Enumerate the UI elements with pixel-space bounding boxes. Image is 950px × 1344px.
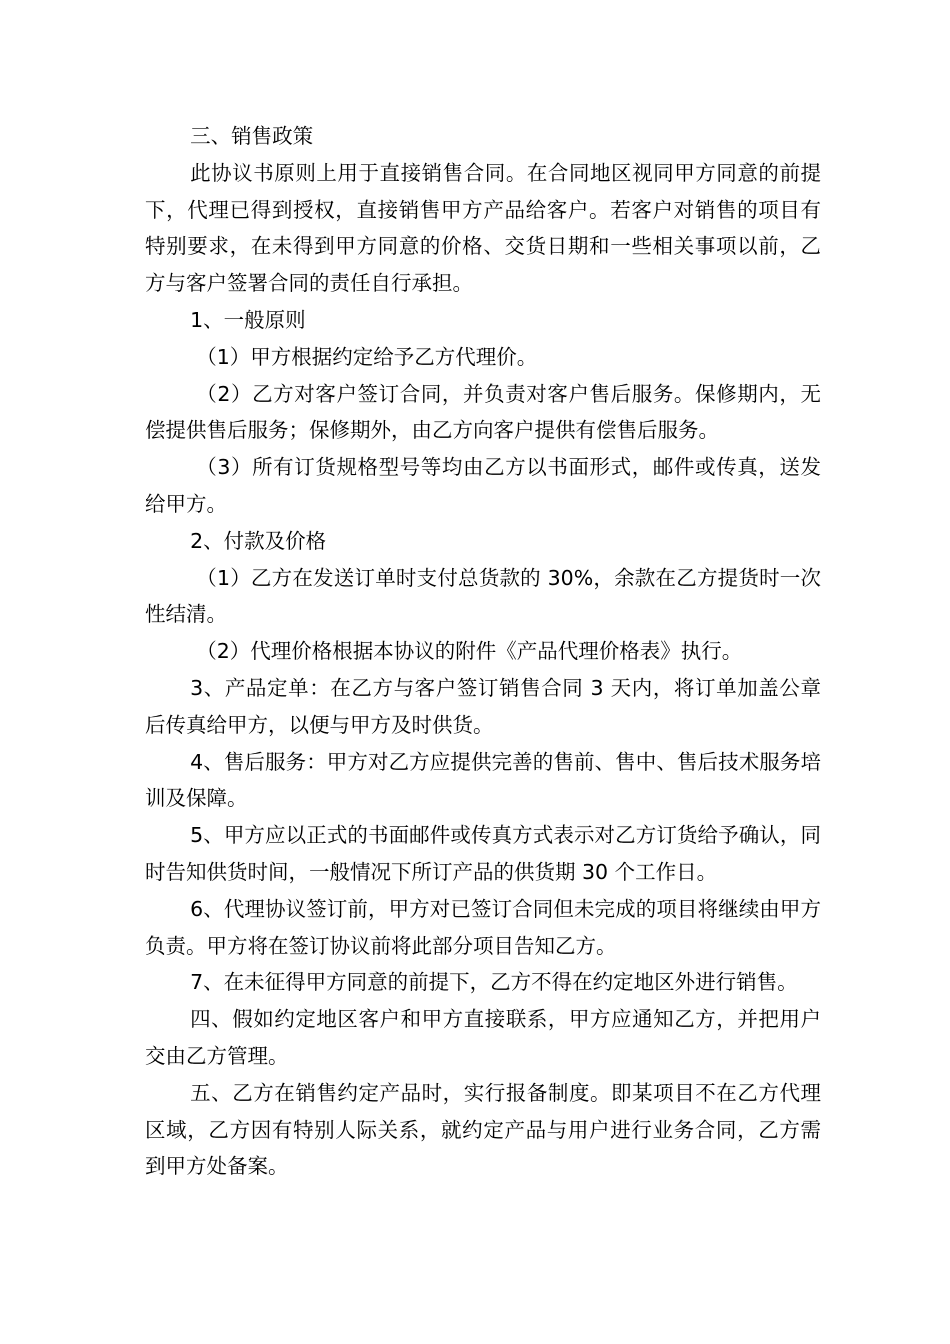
paragraph-intro: 此协议书原则上用于直接销售合同。在合同地区视同甲方同意的前提下，代理已得到授权，直接销售甲方产品给客户。若客户对销售的项目有特别要求，在未得到甲方同意的价格、交货日期和一些相关事项以前，乙方与客户签署合同的责任自行承担。 — [145, 160, 821, 296]
clause-1-3: （3）所有订货规格型号等均由乙方以书面形式，邮件或传真，送发给甲方。 — [145, 455, 821, 516]
clause-2-2: （2）代理价格根据本协议的附件《产品代理价格表》执行。 — [196, 639, 743, 664]
document-body — [145, 118, 821, 1185]
clause-7-territory: 7、在未征得甲方同意的前提下，乙方不得在约定地区外进行销售。 — [190, 970, 798, 995]
section-five: 五、乙方在销售约定产品时，实行报备制度。即某项目不在乙方代理区域，乙方因有特别人际关系，就约定产品与用户进行业务合同，乙方需到甲方处备案。 — [145, 1080, 821, 1179]
clause-5-confirmation: 5、甲方应以正式的书面邮件或传真方式表示对乙方订货给予确认，同时告知供货时间，一般情况下所订产品的供货期 30 个工作日。 — [145, 823, 821, 884]
clause-6-prior-contracts: 6、代理协议签订前，甲方对已签订合同但未完成的项目将继续由甲方负责。甲方将在签订协议前将此部分项目告知乙方。 — [145, 896, 821, 958]
clause-2-1: （1）乙方在发送订单时支付总货款的 30%，余款在乙方提货时一次性结清。 — [145, 565, 821, 627]
clause-3-order: 3、产品定单：在乙方与客户签订销售合同 3 天内，将订单加盖公章后传真给甲方，以便与甲方及时供货。 — [145, 675, 821, 737]
subsection-heading-general-principles: 1、一般原则 — [190, 307, 306, 332]
clause-4-after-sales: 4、售后服务：甲方对乙方应提供完善的售前、售中、售后技术服务培训及保障。 — [145, 749, 821, 811]
section-four: 四、假如约定地区客户和甲方直接联系，甲方应通知乙方，并把用户交由乙方管理。 — [145, 1007, 821, 1068]
clause-1-2: （2）乙方对客户签订合同，并负责对客户售后服务。保修期内，无偿提供售后服务；保修期外，由乙方向客户提供有偿售后服务。 — [145, 381, 821, 443]
section-heading-sales-policy: 三、销售政策 — [190, 124, 314, 148]
clause-1-1: （1）甲方根据约定给予乙方代理价。 — [196, 344, 538, 369]
subsection-heading-payment: 2、付款及价格 — [190, 528, 327, 553]
